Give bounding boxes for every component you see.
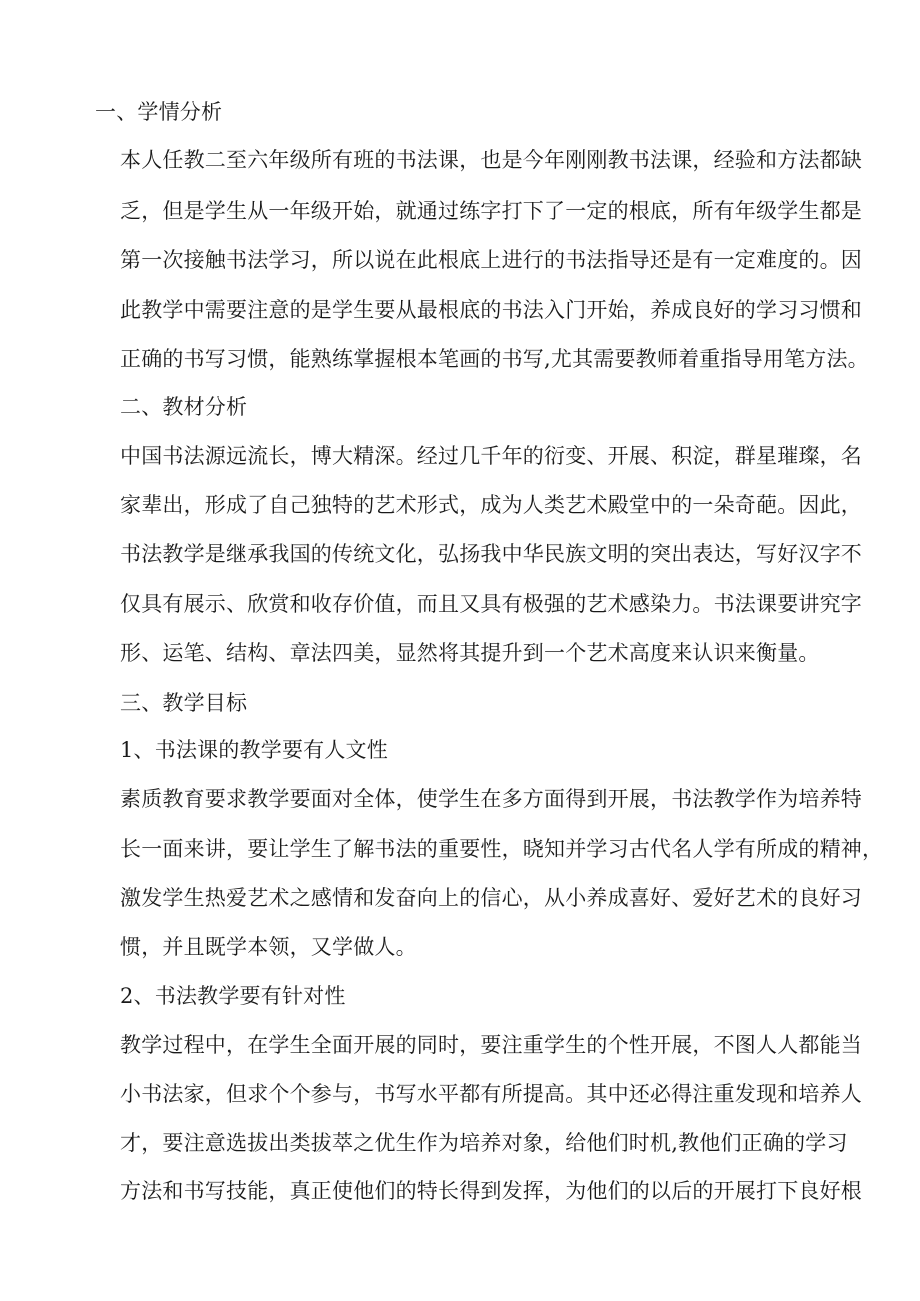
paragraph-line: 此教学中需要注意的是学生要从最根底的书法入门开始，养成良好的学习习惯和 <box>120 298 862 322</box>
paragraph-line: 家辈出，形成了自己独特的艺术形式，成为人类艺术殿堂中的一朵奇葩。因此， <box>120 493 862 517</box>
paragraph-line: 教学过程中，在学生全面开展的同时，要注重学生的个性开展，不图人人都能当 <box>120 1033 862 1057</box>
paragraph-line: 惯，并且既学本领，又学做人。 <box>120 935 417 959</box>
paragraph-line: 正确的书写习惯，能熟练掌握根本笔画的书写,尤其需要教师着重指导用笔方法。 <box>120 347 869 371</box>
paragraph-line: 乏，但是学生从一年级开始，就通过练字打下了一定的根底，所有年级学生都是 <box>120 199 862 223</box>
paragraph-line: 形、运笔、结构、章法四美，显然将其提升到一个艺术高度来认识来衡量。 <box>120 641 820 665</box>
paragraph-line: 激发学生热爱艺术之感情和发奋向上的信心，从小养成喜好、爱好艺术的良好习 <box>120 886 862 910</box>
paragraph-line: 仅具有展示、欣赏和收存价值，而且又具有极强的艺术感染力。书法课要讲究字 <box>120 592 862 616</box>
paragraph-line: 小书法家，但求个个参与，书写水平都有所提高。其中还必得注重发现和培养人 <box>120 1082 862 1106</box>
paragraph-line: 第一次接触书法学习，所以说在此根底上进行的书法指导还是有一定难度的。因 <box>120 248 862 272</box>
paragraph-line: 本人任教二至六年级所有班的书法课，也是今年刚刚教书法课，经验和方法都缺 <box>120 148 862 172</box>
section-heading-teaching-goals: 三、教学目标 <box>120 691 248 715</box>
section-heading-textbook-analysis: 二、教材分析 <box>120 395 248 419</box>
subheading-humanistic: 1、书法课的教学要有人文性 <box>120 738 388 762</box>
paragraph-line: 素质教育要求教学要面对全体，使学生在多方面得到开展，书法教学作为培养特 <box>120 787 862 811</box>
paragraph-line: 长一面来讲，要让学生了解书法的重要性，晓知并学习古代名人学有所成的精神， <box>120 837 884 861</box>
paragraph-line: 书法教学是继承我国的传统文化，弘扬我中华民族文明的突出表达，写好汉字不 <box>120 542 862 566</box>
subheading-targeted: 2、书法教学要有针对性 <box>120 984 346 1008</box>
section-heading-learning-analysis: 一、学情分析 <box>95 100 223 124</box>
paragraph-line: 中国书法源远流长，博大精深。经过几千年的衍变、开展、积淀，群星璀璨，名 <box>120 444 862 468</box>
paragraph-line: 方法和书写技能，真正使他们的特长得到发挥，为他们的以后的开展打下良好根 <box>120 1179 862 1203</box>
paragraph-line: 才，要注意选拔出类拔萃之优生作为培养对象，给他们时机,教他们正确的学习 <box>120 1131 848 1155</box>
